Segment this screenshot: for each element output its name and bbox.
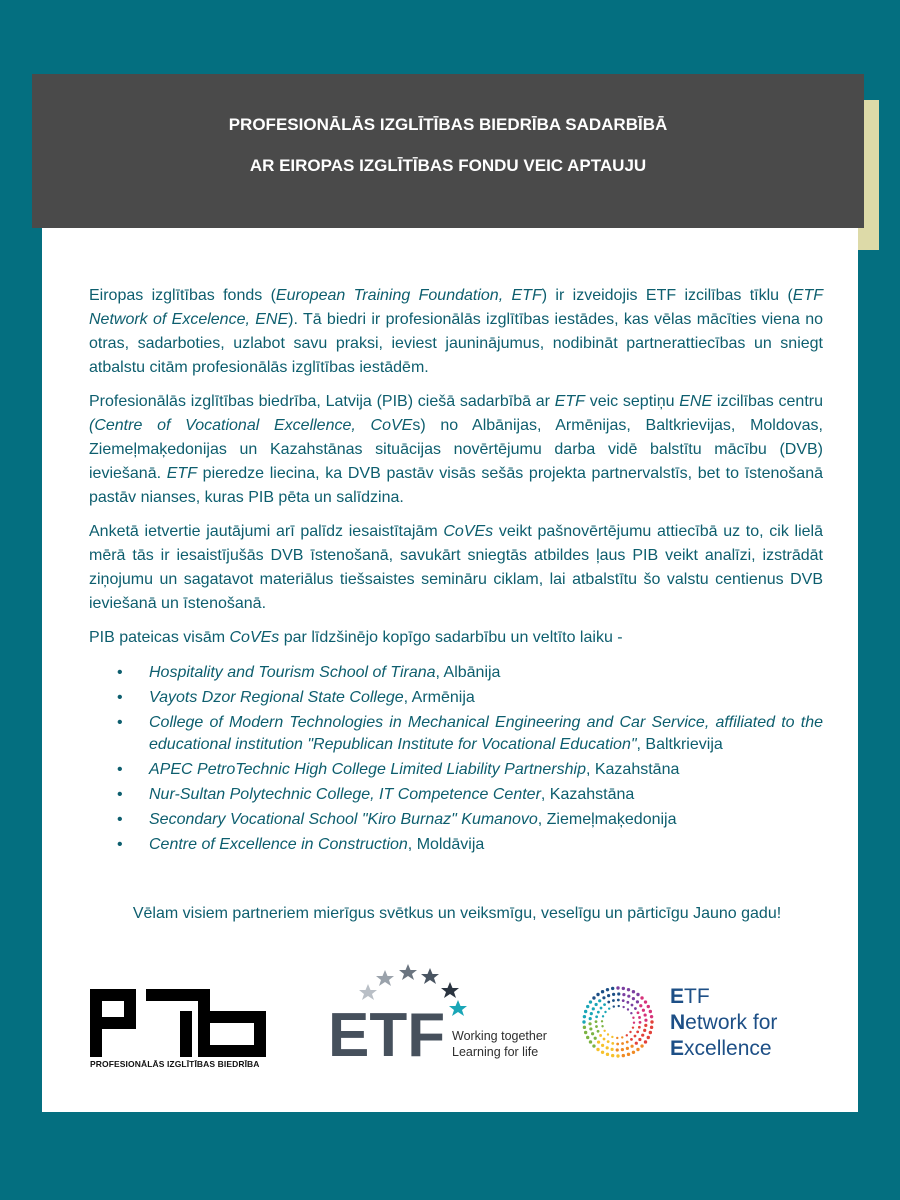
ring-dot bbox=[601, 1051, 604, 1054]
ring-dot bbox=[616, 1043, 619, 1046]
paragraph-intro bbox=[89, 284, 823, 380]
ring-dot bbox=[603, 1030, 605, 1032]
list-item bbox=[89, 834, 823, 856]
paragraph-cooperation bbox=[89, 390, 823, 510]
ene-line-2 bbox=[670, 1010, 777, 1036]
ring-dot bbox=[630, 1038, 633, 1041]
bullet-icon: • bbox=[117, 811, 123, 828]
ring-dot bbox=[650, 1026, 653, 1029]
cove-name: Centre of Excellence in Construction bbox=[149, 836, 408, 853]
ring-dot bbox=[622, 1006, 624, 1008]
ring-dot bbox=[611, 1054, 614, 1057]
ring-dot bbox=[636, 1048, 639, 1051]
cove-country: , Armēnija bbox=[403, 689, 475, 706]
ring-dot bbox=[584, 1010, 587, 1013]
etf-tagline bbox=[452, 1028, 547, 1060]
bullet-icon: • bbox=[117, 761, 123, 778]
bullet-icon: • bbox=[117, 664, 123, 681]
ring-dot bbox=[613, 1005, 615, 1007]
text: Anketā ietvertie jautājumi arī palīdz iesaistītajām bbox=[89, 523, 444, 540]
italic-text: ETF Network of Excelence, ENE bbox=[89, 287, 823, 328]
ring-dot bbox=[643, 1029, 646, 1032]
ring-dot bbox=[627, 1008, 629, 1010]
ring-dot bbox=[626, 1041, 629, 1044]
ring-dot bbox=[635, 1042, 638, 1045]
cove-country: , Moldāvija bbox=[407, 836, 485, 853]
ene-line-3 bbox=[670, 1036, 777, 1062]
ring-dot bbox=[598, 999, 601, 1002]
ring-dot bbox=[597, 1030, 600, 1033]
ring-dot bbox=[608, 1007, 610, 1009]
text: izcilības centru bbox=[712, 393, 823, 410]
ring-dot bbox=[597, 1041, 600, 1044]
ring-dot bbox=[626, 1047, 629, 1050]
ring-dot bbox=[601, 1044, 604, 1047]
ring-dot bbox=[633, 1022, 635, 1024]
ring-dot bbox=[650, 1015, 653, 1018]
ring-dot bbox=[626, 1001, 629, 1004]
text: Eiropas izglītības fonds ( bbox=[89, 287, 276, 304]
ring-dot bbox=[607, 1040, 610, 1043]
ring-dot bbox=[649, 1031, 652, 1034]
text: veic septiņu bbox=[584, 393, 680, 410]
ring-dot bbox=[612, 999, 615, 1002]
ring-dot bbox=[647, 1005, 650, 1008]
ring-dot bbox=[589, 1000, 592, 1003]
ring-dot bbox=[618, 1005, 620, 1007]
text: etwork for bbox=[685, 1011, 778, 1034]
ring-dot bbox=[612, 993, 615, 996]
bullet-icon: • bbox=[117, 836, 123, 853]
ring-dot bbox=[607, 1033, 609, 1035]
ring-dot bbox=[617, 992, 620, 995]
ring-dot bbox=[621, 1036, 623, 1038]
ring-dot bbox=[632, 1017, 634, 1019]
header-title-line-1: PROFESIONĀLĀS IZGLĪTĪBAS BIEDRĪBA SADARBĪBĀ bbox=[228, 115, 668, 134]
etf-tagline-line-2: Learning for life bbox=[452, 1045, 539, 1059]
pib-logo-mark bbox=[90, 989, 270, 1057]
ring-dot bbox=[596, 993, 599, 996]
bullet-icon: • bbox=[117, 689, 123, 706]
cove-country: , Ziemeļmaķedonija bbox=[537, 811, 677, 828]
ring-dot bbox=[601, 1025, 603, 1027]
italic-text: CoVEs bbox=[229, 629, 280, 646]
italic-text: ETF bbox=[166, 465, 197, 482]
bullet-icon: • bbox=[117, 786, 123, 803]
header-title-line-2: AR EIROPAS IZGLĪTĪBAS FONDU VEIC APTAUJU bbox=[249, 156, 647, 175]
ring-dot bbox=[638, 1016, 641, 1019]
ring-dot bbox=[600, 1007, 603, 1010]
ring-dot bbox=[638, 1026, 641, 1029]
ene-dots-ring-icon bbox=[580, 982, 660, 1062]
text: ). Tā biedri ir profesionālās izglītības iestādes, kas vēlas mācīties viena no otras, sadarboties, uzlabot savu praksi, ieviest jauninājumus, nodibināt partnerattiecības un sniegt atbalstu citām profesionālās izglītības iestādēm. bbox=[89, 311, 823, 376]
ring-dot bbox=[627, 995, 630, 998]
ring-dot bbox=[611, 987, 614, 990]
ring-dot bbox=[602, 1015, 604, 1017]
ring-dot bbox=[637, 1011, 640, 1014]
ring-dot bbox=[603, 1038, 606, 1041]
ring-dot bbox=[627, 988, 630, 991]
list-item bbox=[89, 712, 823, 756]
list-item bbox=[89, 662, 823, 684]
ring-dot bbox=[589, 1040, 592, 1043]
ring-dot bbox=[584, 1031, 587, 1034]
ring-dot bbox=[644, 1013, 647, 1016]
ring-dot bbox=[590, 1012, 593, 1015]
ring-dot bbox=[583, 1026, 586, 1029]
ring-dot bbox=[588, 1022, 591, 1025]
ring-dot bbox=[594, 1037, 597, 1040]
ring-dot bbox=[607, 1001, 610, 1004]
initial: E bbox=[670, 1037, 685, 1060]
ring-dot bbox=[649, 1010, 652, 1013]
ring-dot bbox=[636, 1000, 639, 1003]
ring-dot bbox=[595, 1020, 598, 1023]
ring-dot bbox=[589, 1027, 592, 1030]
cove-name: APEC PetroTechnic High College Limited Liability Partnership bbox=[149, 761, 586, 778]
page-header bbox=[32, 74, 864, 228]
ring-dot bbox=[632, 990, 635, 993]
italic-text: CoVEs bbox=[443, 523, 494, 540]
ring-dot bbox=[595, 1025, 598, 1028]
paragraph-survey bbox=[89, 520, 823, 616]
italic-text: ENE bbox=[679, 393, 713, 410]
ring-dot bbox=[586, 1036, 589, 1039]
ring-dot bbox=[622, 987, 625, 990]
cove-name: Secondary Vocational School "Kiro Burnaz" Kumanovo bbox=[149, 811, 538, 828]
etf-tagline-line-1: Working together bbox=[452, 1029, 547, 1043]
ring-dot bbox=[606, 988, 609, 991]
ring-dot bbox=[639, 1004, 642, 1007]
ring-dot bbox=[586, 1005, 589, 1008]
ring-dot bbox=[647, 1036, 650, 1039]
ring-dot bbox=[636, 993, 639, 996]
cove-name: Vayots Dzor Regional State College bbox=[149, 689, 404, 706]
ring-dot bbox=[622, 999, 625, 1002]
ring-dot bbox=[634, 1007, 637, 1010]
ring-dot bbox=[621, 1048, 624, 1051]
ring-dot bbox=[622, 993, 625, 996]
text: Profesionālās izglītības biedrība, Latvija (PIB) ciešā sadarbībā ar bbox=[89, 393, 555, 410]
ring-dot bbox=[602, 996, 605, 999]
bullet-icon: • bbox=[117, 714, 123, 731]
text: veikt pašnovērtējumu attiecībā uz to, cik lielā mērā tās ir iesaistījušās DVB īstenošanā, savukārt sniegtās atbildes ļaus PIB veikt analīzi, izstrādāt ziņojumu un sagatavot materiālus tiešsaistes semināru ciklam, lai atbalstītu šo valstu centienus DVB ieviešanā un īstenošanā. bbox=[89, 523, 824, 612]
ring-dot bbox=[630, 1045, 633, 1048]
coves-list bbox=[89, 662, 823, 856]
cove-name: Nur-Sultan Polytechnic College, IT Competence Center bbox=[149, 786, 541, 803]
ene-logo bbox=[580, 982, 820, 1062]
text: xcellence bbox=[684, 1037, 772, 1060]
ring-dot bbox=[639, 1021, 642, 1024]
ring-dot bbox=[650, 1020, 653, 1023]
ring-dot bbox=[638, 1038, 641, 1041]
ring-dot bbox=[626, 1034, 628, 1036]
ring-dot bbox=[606, 1053, 609, 1056]
ring-dot bbox=[634, 1035, 637, 1038]
ring-dot bbox=[592, 1044, 595, 1047]
etf-wordmark: ETF bbox=[328, 1001, 446, 1062]
ring-dot bbox=[632, 1026, 634, 1028]
greeting-text: Vēlam visiem partneriem mierīgus svētkus un veiksmīgu, veselīgu un pārticīgu Jauno gadu! bbox=[132, 905, 782, 922]
ring-dot bbox=[595, 1015, 598, 1018]
ring-dot bbox=[616, 1037, 618, 1039]
ring-dot bbox=[603, 1003, 606, 1006]
cove-country: , Kazahstāna bbox=[585, 761, 680, 778]
ring-dot bbox=[632, 997, 635, 1000]
cove-name: Hospitality and Tourism School of Tirana bbox=[149, 664, 436, 681]
ring-dot bbox=[611, 1048, 614, 1051]
ring-dot bbox=[592, 996, 595, 999]
ring-dot bbox=[583, 1015, 586, 1018]
ene-line-1 bbox=[670, 984, 777, 1010]
ring-dot bbox=[640, 996, 643, 999]
ring-dot bbox=[632, 1051, 635, 1054]
ring-dot bbox=[595, 1003, 598, 1006]
ring-dot bbox=[606, 1046, 609, 1049]
ring-dot bbox=[616, 986, 619, 989]
cove-name: College of Modern Technologies in Mechanical Engineering and Car Service, affiliated to the educational institution "Republican Institute for Vocational Education" bbox=[149, 714, 823, 753]
cove-country: , Kazahstāna bbox=[540, 786, 635, 803]
ring-dot bbox=[589, 1017, 592, 1020]
ring-dot bbox=[601, 990, 604, 993]
italic-text: (Centre of Vocational Excellence, CoVE bbox=[89, 417, 413, 434]
list-item bbox=[89, 809, 823, 831]
text: par līdzšinējo kopīgo sadarbību un veltīto laiku - bbox=[279, 629, 623, 646]
ring-dot bbox=[644, 1024, 647, 1027]
etf-logo bbox=[328, 962, 558, 1062]
ring-dot bbox=[644, 1000, 647, 1003]
initial: E bbox=[670, 985, 685, 1008]
text: PIB pateicas visām bbox=[89, 629, 230, 646]
text: TF bbox=[684, 985, 710, 1008]
text: pieredze liecina, ka DVB pastāv visās sešās projekta partnervalstīs, bet to īstenošanā pastāv nianses, kuras PIB pēta un salīdzina. bbox=[89, 465, 823, 506]
ring-dot bbox=[640, 1044, 643, 1047]
article-body bbox=[89, 284, 823, 859]
pib-logo bbox=[90, 989, 270, 1069]
ring-dot bbox=[582, 1020, 585, 1023]
ring-dot bbox=[597, 1011, 600, 1014]
ring-dot bbox=[630, 1012, 632, 1014]
ring-dot bbox=[644, 1040, 647, 1043]
text: ) ir izveidojis ETF izcilības tīklu ( bbox=[541, 287, 793, 304]
italic-text: ETF bbox=[554, 393, 585, 410]
ring-dot bbox=[592, 1007, 595, 1010]
ring-dot bbox=[621, 1042, 624, 1045]
ring-dot bbox=[622, 1054, 625, 1057]
cove-country: , Baltkrievija bbox=[636, 736, 723, 753]
ring-dot bbox=[631, 1004, 634, 1007]
ring-dot bbox=[616, 1054, 619, 1057]
list-item bbox=[89, 759, 823, 781]
ring-dot bbox=[596, 1048, 599, 1051]
pib-logo-caption: PROFESIONĀLĀS IZGLĪTĪBAS BIEDRĪBA bbox=[90, 1059, 260, 1069]
ring-dot bbox=[611, 1036, 613, 1038]
list-item bbox=[89, 784, 823, 806]
ring-dot bbox=[604, 1011, 606, 1013]
ring-dot bbox=[591, 1032, 594, 1035]
ring-dot bbox=[599, 1034, 602, 1037]
list-item bbox=[89, 687, 823, 709]
ring-dot bbox=[617, 999, 620, 1002]
ring-dot bbox=[616, 1048, 619, 1051]
ring-dot bbox=[607, 994, 610, 997]
cove-country: , Albānija bbox=[435, 664, 501, 681]
ene-wordmark bbox=[670, 984, 777, 1062]
ring-dot bbox=[642, 1009, 645, 1012]
ring-dot bbox=[636, 1030, 639, 1033]
ring-dot bbox=[629, 1031, 631, 1033]
ring-dot bbox=[641, 1034, 644, 1037]
ring-dot bbox=[601, 1020, 603, 1022]
text: s) no Albānijas, Armēnijas, Baltkrievijas, Moldovas, Ziemeļmaķedonijas un Kazahstānas situācijas novērtējumu darba vidē balstītu mācību (DVB) ieviešanā. bbox=[89, 417, 824, 482]
italic-text: European Training Foundation, ETF bbox=[275, 287, 542, 304]
ring-dot bbox=[644, 1019, 647, 1022]
paragraph-thanks bbox=[89, 626, 823, 650]
ring-dot bbox=[611, 1042, 614, 1045]
ring-dot bbox=[627, 1053, 630, 1056]
initial: N bbox=[670, 1011, 686, 1034]
